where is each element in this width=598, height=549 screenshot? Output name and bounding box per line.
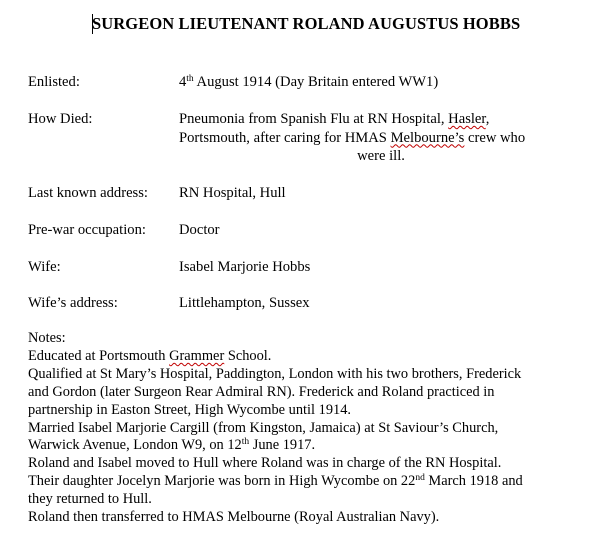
notes-line-9: they returned to Hull. bbox=[28, 491, 152, 508]
how-died-line3: were ill. bbox=[357, 148, 405, 164]
notes-line-8a: Their daughter Jocelyn Marjorie was born in High Wycombe on 22 bbox=[28, 473, 416, 490]
notes-line-8b: March 1918 and bbox=[424, 473, 523, 490]
notes-line-2: Qualified at St Mary’s Hospital, Paddington, London with his two brothers, Frederick bbox=[28, 365, 522, 382]
notes-line-6 bbox=[28, 437, 586, 455]
wifes-address-value: Littlehampton, Sussex bbox=[179, 295, 310, 311]
how-died-melbournes: Melbourne’s bbox=[390, 129, 465, 146]
notes-line-1 bbox=[28, 348, 586, 366]
notes-heading: Notes: bbox=[28, 330, 66, 346]
enlisted-date-rest: August 1914 (Day Britain entered WW1) bbox=[193, 74, 439, 90]
enlisted-day: 4 bbox=[179, 74, 187, 90]
notes-line-6b: June 1917. bbox=[249, 437, 316, 454]
last-known-address-value: RN Hospital, Hull bbox=[179, 185, 286, 201]
enlisted-label: Enlisted: bbox=[28, 74, 80, 90]
notes-line-3: and Gordon (later Surgeon Rear Admiral RN). Frederick and Roland practiced in bbox=[28, 383, 495, 400]
notes-line-8 bbox=[28, 473, 586, 491]
page-title: SURGEON LIEUTENANT ROLAND AUGUSTUS HOBBS bbox=[92, 14, 521, 33]
enlisted-value bbox=[179, 73, 438, 92]
how-died-line2c: crew who bbox=[464, 129, 526, 146]
notes-line-8-sup: nd bbox=[415, 473, 425, 484]
notes-line-1c: School. bbox=[224, 347, 272, 364]
notes-line-4: partnership in Easton Street, High Wycombe until 1914. bbox=[28, 401, 352, 418]
notes-line-7: Roland and Isabel moved to Hull where Roland was in charge of the RN Hospital. bbox=[28, 455, 502, 472]
how-died-label: How Died: bbox=[28, 111, 93, 127]
notes-line-1a: Educated at Portsmouth bbox=[28, 347, 170, 364]
pre-war-occupation-value: Doctor bbox=[179, 222, 220, 238]
pre-war-occupation-label: Pre-war occupation: bbox=[28, 222, 146, 238]
how-died-line2a: Portsmouth, after caring for HMAS bbox=[179, 129, 391, 146]
last-known-address-label: Last known address: bbox=[28, 185, 148, 201]
wifes-address-label: Wife’s address: bbox=[28, 295, 118, 311]
how-died-line1a: Pneumonia from Spanish Flu at RN Hospital, bbox=[179, 111, 449, 127]
notes-section bbox=[28, 330, 586, 527]
notes-line-6-sup: th bbox=[241, 437, 250, 448]
how-died-line1c: , bbox=[485, 111, 490, 127]
notes-line-5: Married Isabel Marjorie Cargill (from Kingston, Jamaica) at St Saviour’s Church, bbox=[28, 419, 499, 436]
enlisted-day-suffix: th bbox=[186, 74, 194, 84]
how-died-hasler: Hasler bbox=[448, 111, 486, 127]
wife-value: Isabel Marjorie Hobbs bbox=[179, 259, 311, 275]
notes-line-6a: Warwick Avenue, London W9, on 12 bbox=[28, 437, 242, 454]
wife-label: Wife: bbox=[28, 259, 61, 275]
notes-line-10: Roland then transferred to HMAS Melbourne (Royal Australian Navy). bbox=[28, 509, 440, 526]
how-died-value bbox=[179, 110, 583, 166]
notes-grammer: Grammer bbox=[169, 347, 225, 364]
